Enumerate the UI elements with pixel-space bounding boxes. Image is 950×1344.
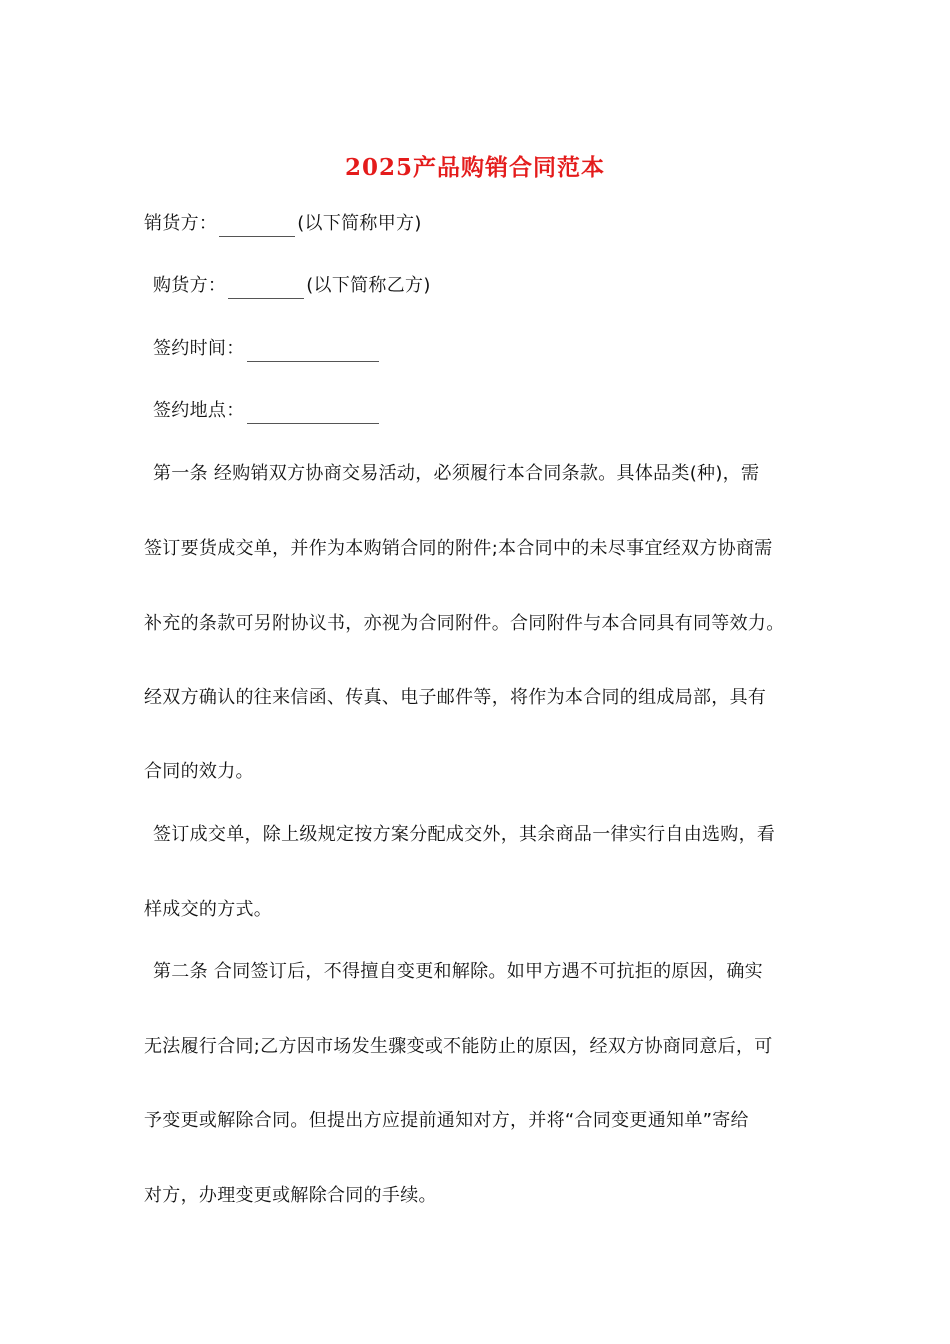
body-line: 无法履行合同;乙方因市场发生骤变或不能防止的原因，经双方协商同意后，可 [144, 1036, 773, 1057]
buyer-line [153, 273, 431, 299]
body-line: 第二条 合同签订后，不得擅自变更和解除。如甲方遇不可抗拒的原因，确实 [153, 961, 763, 982]
body-line: 样成交的方式。 [144, 899, 273, 920]
body-line: 对方，办理变更或解除合同的手续。 [144, 1185, 437, 1206]
buyer-blank [228, 279, 304, 299]
sign-time-label: 签约时间： [153, 338, 245, 359]
seller-label: 销货方： [144, 213, 218, 234]
buyer-label: 购货方： [153, 275, 227, 296]
seller-suffix: (以下简称甲方) [297, 213, 422, 234]
body-line: 经双方确认的往来信函、传真、电子邮件等，将作为本合同的组成局部，具有 [144, 687, 767, 708]
body-line: 合同的效力。 [144, 761, 254, 782]
buyer-suffix: (以下简称乙方) [306, 275, 431, 296]
sign-time-line [153, 336, 381, 362]
body-line: 第一条 经购销双方协商交易活动，必须履行本合同条款。具体品类(种)，需 [153, 463, 760, 484]
seller-line [144, 211, 422, 237]
body-line: 予变更或解除合同。但提出方应提前通知对方，并将“合同变更通知单”寄给 [144, 1110, 749, 1131]
body-line: 签订成交单，除上级规定按方案分配成交外，其余商品一律实行自由选购，看 [153, 824, 776, 845]
sign-time-blank [247, 342, 379, 362]
sign-place-blank [247, 404, 379, 424]
sign-place-label: 签约地点： [153, 400, 245, 421]
body-line: 补充的条款可另附协议书，亦视为合同附件。合同附件与本合同具有同等效力。 [144, 613, 785, 634]
sign-place-line [153, 398, 381, 424]
body-line: 签订要货成交单，并作为本购销合同的附件;本合同中的未尽事宜经双方协商需 [144, 538, 773, 559]
document-title: 2025产品购销合同范本 [344, 154, 605, 181]
seller-blank [219, 217, 295, 237]
